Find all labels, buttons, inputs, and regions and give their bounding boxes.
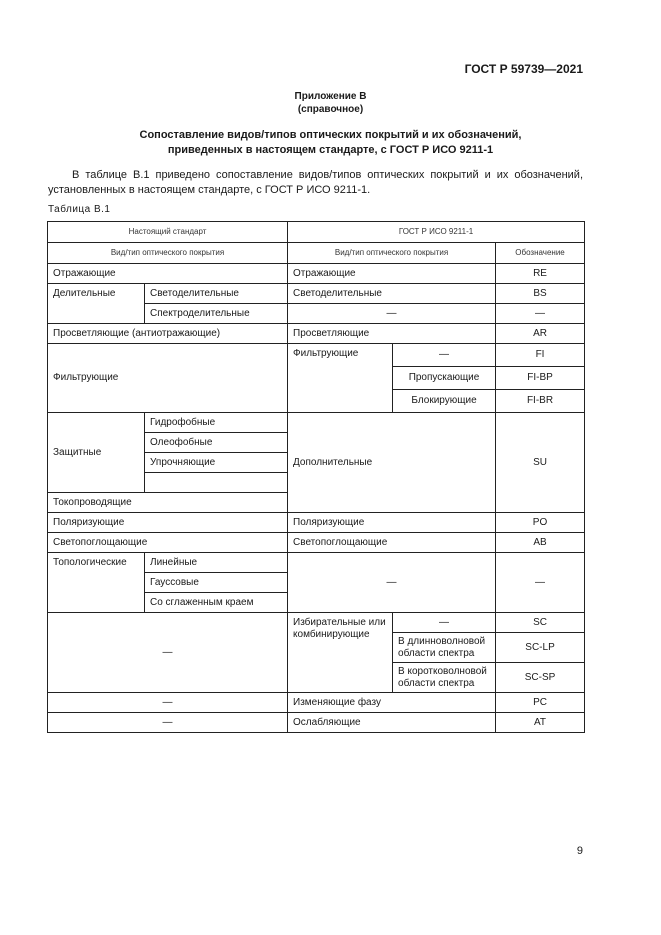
designation-cell: RE xyxy=(496,264,585,284)
table-cell: — xyxy=(393,344,496,367)
table-cell: Светопоглощающие xyxy=(288,533,496,553)
designation-cell: AT xyxy=(496,713,585,733)
intro-paragraph-text: В таблице В.1 приведено сопоставление видов/типов оптических покрытий и их обозначений, установленных в настоящем стандарте, с ГОСТ Р ИСО 9211-1. xyxy=(48,169,583,196)
section-heading xyxy=(0,128,661,158)
designation-cell: — xyxy=(496,304,585,324)
designation-cell: SU xyxy=(496,413,585,513)
appendix-title: Приложение В xyxy=(294,91,367,102)
table-cell: Ослабляющие xyxy=(288,713,496,733)
table-cell: Линейные xyxy=(145,553,288,573)
header-iso-standard: ГОСТ Р ИСО 9211-1 xyxy=(288,222,585,243)
table-row xyxy=(48,264,585,284)
table-cell: Дополнительные xyxy=(288,413,496,513)
table-cell: Защитные xyxy=(48,413,145,493)
designation-cell: FI xyxy=(496,344,585,367)
designation-cell: SC-SP xyxy=(496,663,585,693)
table-row xyxy=(48,513,585,533)
table-cell: Светопоглощающие xyxy=(48,533,288,553)
table-cell: Светоделительные xyxy=(145,284,288,304)
table-cell: Токопроводящие xyxy=(48,493,288,513)
table-cell: Делительные xyxy=(48,284,145,324)
table-row xyxy=(48,324,585,344)
heading-line-1: Сопоставление видов/типов оптических покрытий и их обозначений, xyxy=(139,129,522,141)
appendix-block xyxy=(0,90,661,116)
table-header-row xyxy=(48,243,585,264)
table-row xyxy=(48,284,585,304)
header-designation: Обозначение xyxy=(496,243,585,264)
designation-cell: FI-BP xyxy=(496,367,585,390)
table-cell: Пропускающие xyxy=(393,367,496,390)
table-cell: Отражающие xyxy=(288,264,496,284)
designation-cell: AB xyxy=(496,533,585,553)
heading-line-2: приведенных в настоящем стандарте, с ГОСТ Р ИСО 9211-1 xyxy=(167,144,494,156)
table-cell: Отражающие xyxy=(48,264,288,284)
table-cell: Блокирующие xyxy=(393,390,496,413)
table-cell: Поляризующие xyxy=(288,513,496,533)
document-code: ГОСТ Р 59739—2021 xyxy=(464,62,583,76)
table-cell: В коротковолновой области спектра xyxy=(393,663,496,693)
table-row xyxy=(48,713,585,733)
designation-cell: FI-BR xyxy=(496,390,585,413)
table-cell: Просветляющие (антиотражающие) xyxy=(48,324,288,344)
table-cell: Олеофобные xyxy=(145,433,288,453)
table-cell: — xyxy=(393,613,496,633)
designation-cell: PC xyxy=(496,693,585,713)
table-row xyxy=(48,533,585,553)
appendix-note: (справочное) xyxy=(297,104,364,115)
designation-cell: PO xyxy=(496,513,585,533)
table-row xyxy=(48,613,585,633)
table-cell: — xyxy=(288,304,496,324)
table-cell: — xyxy=(48,613,288,693)
header-type-left: Вид/тип оптического покрытия xyxy=(48,243,288,264)
designation-cell: SC xyxy=(496,613,585,633)
table-cell: Изменяющие фазу xyxy=(288,693,496,713)
table-header-row xyxy=(48,222,585,243)
table-cell: Гауссовые xyxy=(145,573,288,593)
table-cell: Спектроделительные xyxy=(145,304,288,324)
designation-cell: — xyxy=(496,553,585,613)
table-cell: В длинноволновой области спектра xyxy=(393,633,496,663)
page-number: 9 xyxy=(576,845,583,857)
table-cell: — xyxy=(288,553,496,613)
table-cell: Фильтрующие xyxy=(288,344,393,413)
table-cell: Фильтрующие xyxy=(48,344,288,413)
table-cell: Со сглаженным краем xyxy=(145,593,288,613)
table-cell: Гидрофобные xyxy=(145,413,288,433)
table-cell: Упрочняющие xyxy=(145,453,288,473)
table-cell: — xyxy=(48,713,288,733)
table-row xyxy=(48,693,585,713)
table-cell: Светоделительные xyxy=(288,284,496,304)
table-cell: Избирательные или комбинирующие xyxy=(288,613,393,693)
table-row xyxy=(48,344,585,367)
designation-cell: AR xyxy=(496,324,585,344)
table-row xyxy=(48,413,585,433)
table-cell-empty xyxy=(145,473,288,493)
designation-cell: SC-LP xyxy=(496,633,585,663)
table-cell: Топологические xyxy=(48,553,145,613)
table-cell: Поляризующие xyxy=(48,513,288,533)
table-cell: — xyxy=(48,693,288,713)
header-this-standard: Настоящий стандарт xyxy=(48,222,288,243)
intro-paragraph xyxy=(48,168,583,198)
table-row xyxy=(48,553,585,573)
header-type-right: Вид/тип оптического покрытия xyxy=(288,243,496,264)
table-caption: Таблица В.1 xyxy=(48,204,111,215)
table-cell: Просветляющие xyxy=(288,324,496,344)
comparison-table xyxy=(47,221,585,733)
designation-cell: BS xyxy=(496,284,585,304)
